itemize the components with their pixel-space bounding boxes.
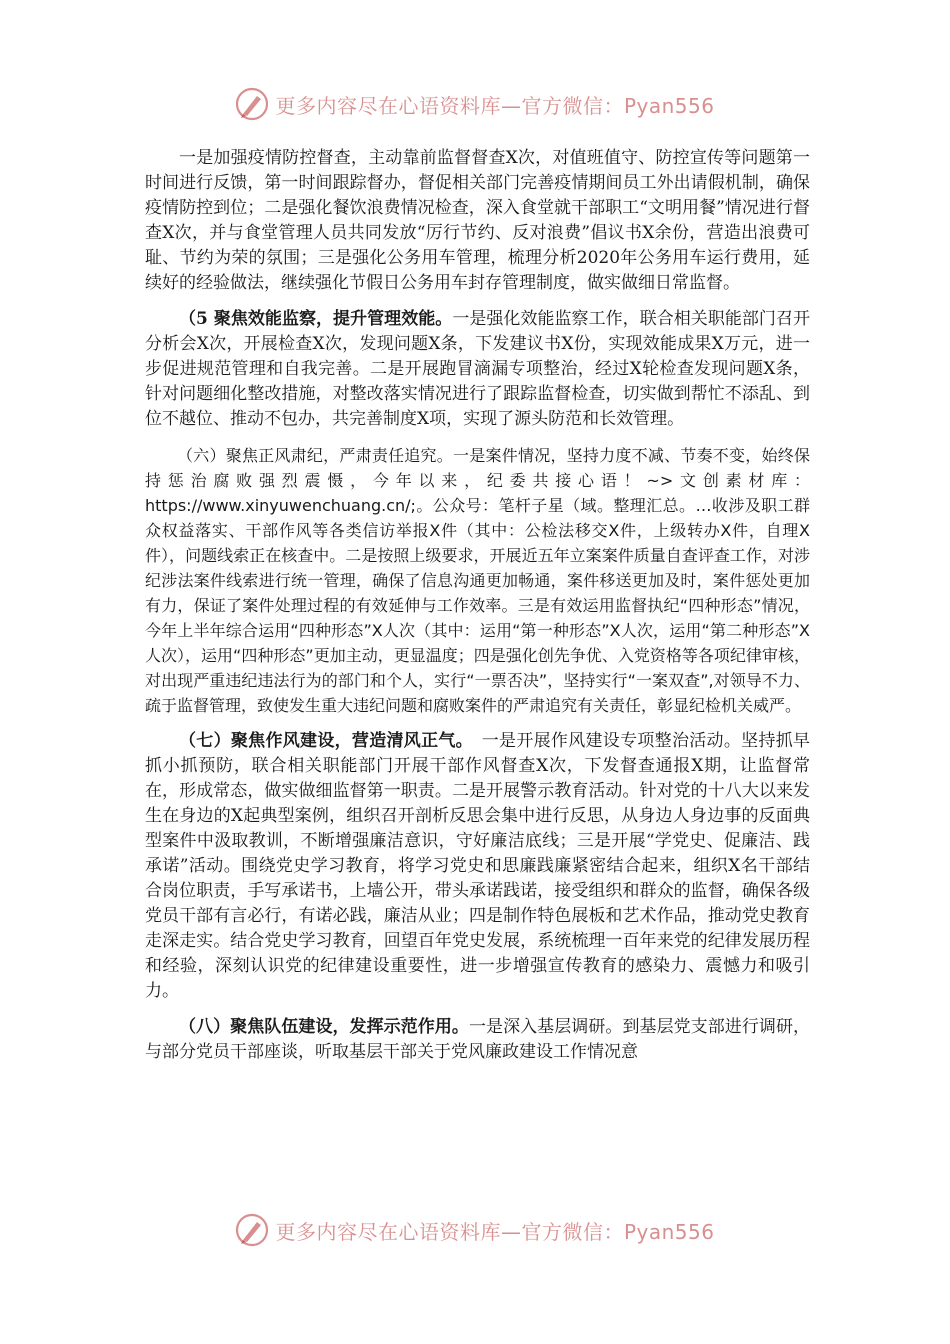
watermark-banner-top: [0, 84, 950, 124]
watermark-text: 更多内容尽在心语资料库—官方微信：Pyan556: [275, 1219, 715, 1244]
watermark-text: 更多内容尽在心语资料库—官方微信：Pyan556: [275, 93, 715, 118]
section-heading: （5 聚焦效能监察，提升管理效能。: [179, 309, 453, 329]
pen-logo-icon: [235, 87, 269, 121]
pen-logo-icon: [235, 1213, 269, 1247]
paragraph-3: （六）聚焦正风肃纪，严肃责任追究。一是案件情况，坚持力度不减、节奏不变，始终保持惩治腐败强烈震慑，今年以来，纪委共接心语！~>文创素材库：https://www.xinyuwenchuang.cn/;。公众号：笔杆子星（域。整理汇总。…收涉及职工群众权益落实、干部作风等各类信访举报X件（其中：公检法移交X件，上级转办X件，自理X件），问题线索正在核查中。二是按照上级要求，开展近五年立案案件质量自查评查工作，对涉纪涉法案件线索进行统一管理，确保了信息沟通更加畅通，案件移送更加及时，案件惩处更加有力，保证了案件处理过程的有效延伸与工作效率。三是有效运用监督执纪“四种形态”情况，今年上半年综合运用“四种形态”X人次（其中：运用“第一种形态”X人次，运用“第二种形态”X人次），运用“四种形态”更加主动，更显温度；四是强化创先争优、入党资格等各项纪律审核，对出现严重违纪违法行为的部门和个人，实行“一票否决”，坚持实行“一案双查”,对领导不力、疏于监督管理，致使发生重大违纪问题和腐败案件的严肃追究有关责任，彰显纪检机关威严。: [145, 446, 810, 715]
section-heading: （八）聚焦队伍建设，发挥示范作用。: [179, 1017, 469, 1037]
section-heading: （七）聚焦作风建设，营造清风正气。: [179, 731, 465, 751]
paragraph-5: （八）聚焦队伍建设，发挥示范作用。一是深入基层调研。到基层党支部进行调研，与部分党员干部座谈，听取基层干部关于党风廉政建设工作情况意: [145, 1017, 811, 1062]
paragraph-1: 一是加强疫情防控督查，主动靠前监督督查X次，对值班值守、防控宣传等问题第一时间进行反馈，第一时间跟踪督办，督促相关部门完善疫情期间员工外出请假机制，确保疫情防控到位；二是强化餐饮浪费情况检查，深入食堂就干部职工“文明用餐”情况进行督查X次，并与食堂管理人员共同发放“厉行节约、反对浪费”倡议书X余份，营造出浪费可耻、节约为荣的氛围；三是强化公务用车管理，梳理分析2020年公务用车运行费用，延续好的经验做法，继续强化节假日公务用车封存管理制度，做实做细日常监督。: [145, 148, 810, 293]
paragraph-2: （5 聚焦效能监察，提升管理效能。一是强化效能监察工作，联合相关职能部门召开分析会X次，开展检查X次，发现问题X条，下发建议书X份，实现效能成果X万元，进一步促进规范管理和自我完善。二是开展跑冒滴漏专项整治，经过X轮检查发现问题X条，针对问题细化整改措施，对整改落实情况进行了跟踪监督检查，切实做到帮忙不添乱、到位不越位、推动不包办，共完善制度X项，实现了源头防范和长效管理。: [145, 309, 811, 429]
paragraph-4: （七）聚焦作风建设，营造清风正气。 一是开展作风建设专项整治活动。坚持抓早抓小抓预防，联合相关职能部门开展干部作风督查X次，下发督查通报X期，让监督常在，形成常态，做实做细监督第一职责。二是开展警示教育活动。针对党的十八大以来发生在身边的X起典型案例，组织召开剖析反思会集中进行反思，从身边人身边事的反面典型案件中汲取教训，不断增强廉洁意识，守好廉洁底线；三是开展“学党史、促廉洁、践承诺”活动。围绕党史学习教育，将学习党史和思廉践廉紧密结合起来，组织X名干部结合岗位职责，手写承诺书，上墙公开，带头承诺践诺，接受组织和群众的监督，确保各级党员干部有言必行，有诺必践，廉洁从业；四是制作特色展板和艺术作品，推动党史教育走深走实。结合党史学习教育，回望百年党史发展，系统梳理一百年来党的纪律发展历程和经验，深刻认识党的纪律建设重要性，进一步增强宣传教育的感染力、震憾力和吸引力。: [145, 731, 811, 1001]
document-body: [145, 146, 810, 1076]
watermark-banner-bottom: [0, 1210, 950, 1250]
